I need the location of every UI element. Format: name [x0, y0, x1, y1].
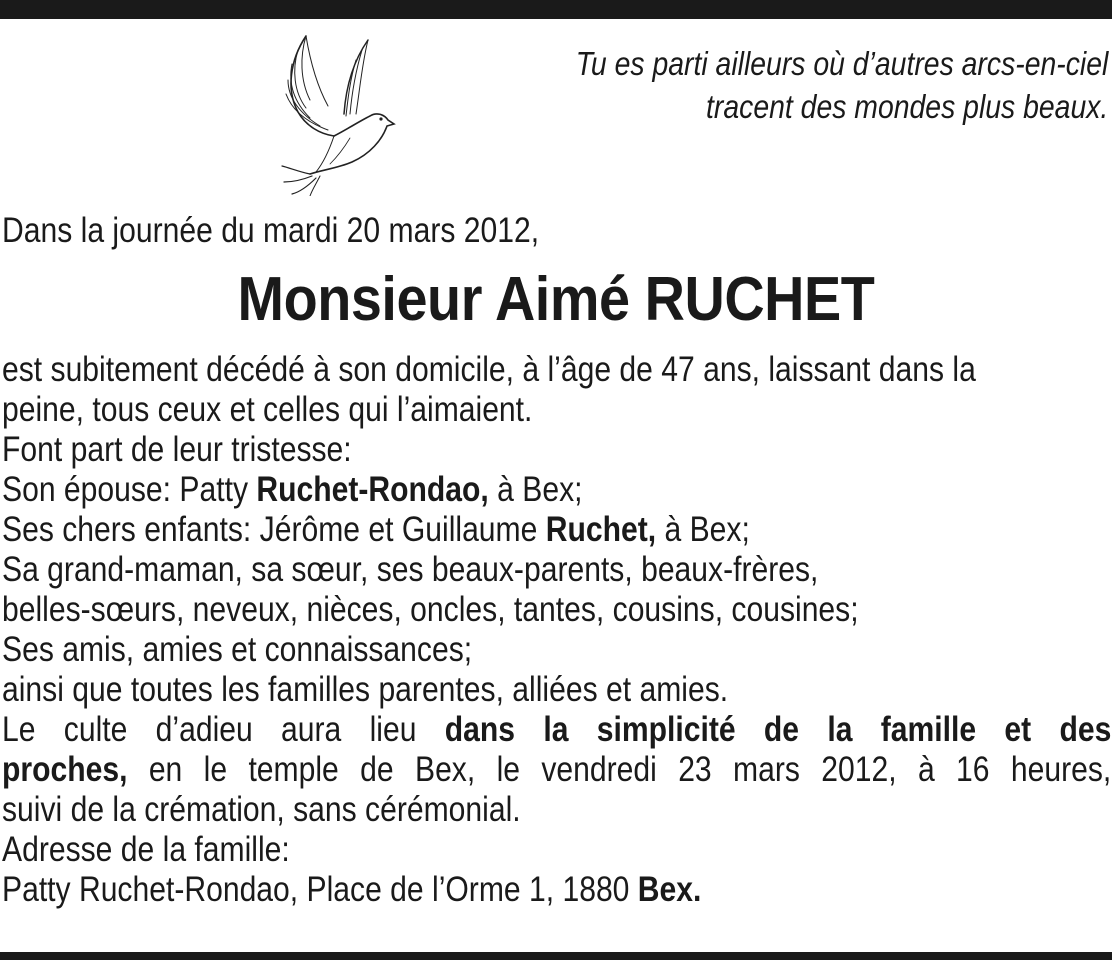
service-word: Le — [2, 710, 36, 749]
service-word: 2012, — [821, 750, 897, 789]
spouse-prefix: Son épouse: Patty — [2, 470, 257, 509]
announcement-body — [2, 350, 1111, 910]
service-bold-word: proches, — [2, 750, 128, 789]
service-word: aura — [281, 710, 342, 749]
body-line-2: peine, tous ceux et celles qui l’aimaient. — [2, 390, 533, 429]
service-word: le — [496, 750, 521, 789]
address-town: Bex. — [637, 870, 702, 909]
intro-date-line: Dans la journée du mardi 20 mars 2012, — [2, 211, 540, 250]
body-line-13: Adresse de la famille: — [2, 830, 290, 869]
service-bold-word: dans — [444, 710, 516, 749]
top-border-rule — [0, 0, 1112, 19]
epigraph-line-1: Tu es parti ailleurs où d’autres arcs-en-ciel — [575, 45, 1108, 82]
service-line-2 — [2, 750, 1111, 790]
children-line — [2, 510, 1111, 550]
children-surname: Ruchet, — [545, 510, 657, 549]
body-line-9: ainsi que toutes les familles parentes, alliées et amies. — [2, 670, 729, 709]
dove-icon — [276, 30, 400, 196]
bottom-border-rule — [0, 952, 1112, 960]
children-suffix: à Bex; — [656, 510, 750, 549]
body-line-12: suivi de la crémation, sans cérémonial. — [2, 790, 521, 829]
service-word: lieu — [369, 710, 417, 749]
epigraph-line-2: tracent des mondes plus beaux. — [705, 88, 1108, 125]
spouse-name: Ruchet-Rondao, — [256, 470, 489, 509]
address-prefix: Patty Ruchet-Rondao, Place de l’Orme 1, 1880 — [2, 870, 638, 909]
service-word: Bex, — [414, 750, 476, 789]
service-word: en — [148, 750, 183, 789]
service-line-1 — [2, 710, 1111, 750]
service-bold-word: la — [543, 710, 569, 749]
service-bold-word: famille — [880, 710, 977, 749]
children-prefix: Ses chers enfants: Jérôme et Guillaume — [2, 510, 546, 549]
address-line — [2, 870, 1111, 910]
service-word: 23 — [678, 750, 712, 789]
service-word: mars — [733, 750, 800, 789]
spouse-suffix: à Bex; — [488, 470, 583, 509]
epigraph-quote — [575, 42, 1108, 128]
service-word: culte — [63, 710, 128, 749]
service-word: de — [360, 750, 394, 789]
service-bold-word: des — [1059, 710, 1112, 749]
body-line-7: belles-sœurs, neveux, nièces, oncles, tantes, cousins, cousines; — [2, 590, 859, 629]
body-line-8: Ses amis, amies et connaissances; — [2, 630, 473, 669]
spouse-line — [2, 470, 1111, 510]
deceased-name-heading: Monsieur Aimé RUCHET — [237, 265, 875, 334]
body-line-6: Sa grand-maman, sa sœur, ses beaux-parents, beaux-frères, — [2, 550, 819, 589]
service-bold-word: de — [763, 710, 800, 749]
body-line-1: est subitement décédé à son domicile, à l’âge de 47 ans, laissant dans la — [2, 350, 976, 389]
service-word: 16 — [956, 750, 990, 789]
service-word: d’adieu — [155, 710, 253, 749]
service-bold-word: et — [1004, 710, 1032, 749]
service-bold-word: simplicité — [596, 710, 736, 749]
service-bold-word: la — [827, 710, 853, 749]
service-word: heures, — [1010, 750, 1112, 789]
service-word: à — [917, 750, 935, 789]
body-line-3: Font part de leur tristesse: — [2, 430, 352, 469]
service-word: temple — [248, 750, 339, 789]
service-word: le — [203, 750, 228, 789]
service-word: vendredi — [541, 750, 657, 789]
